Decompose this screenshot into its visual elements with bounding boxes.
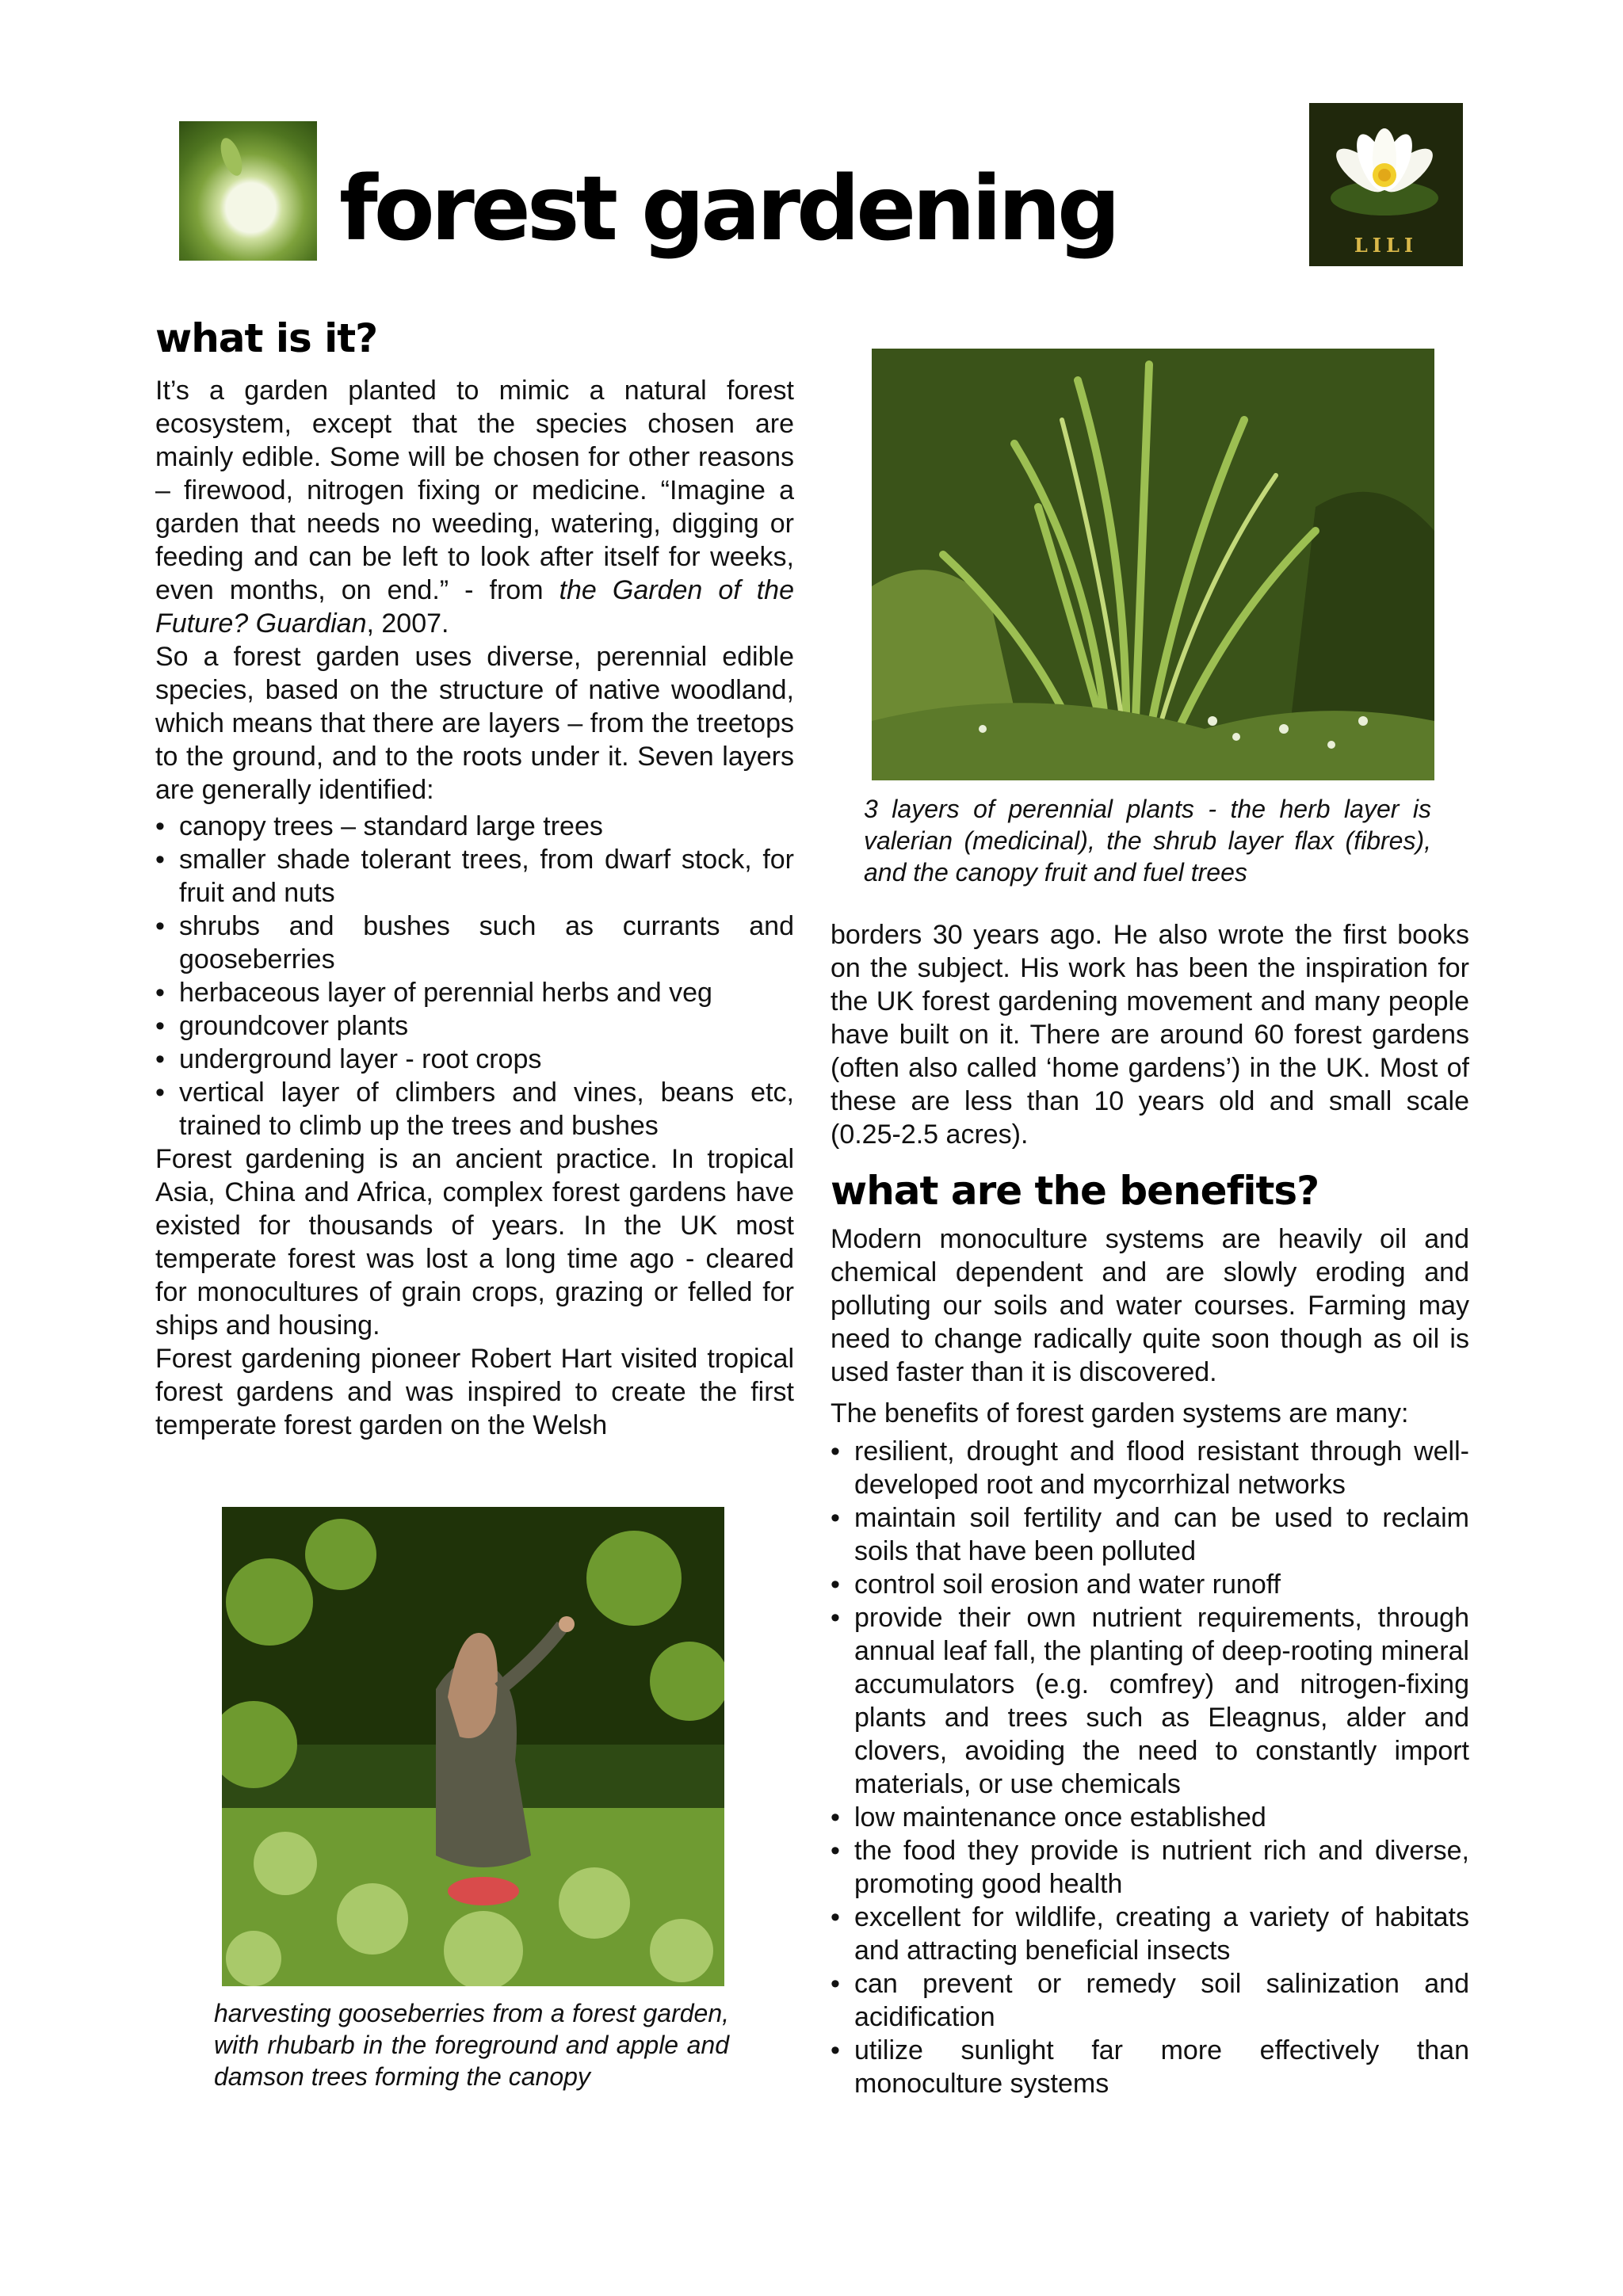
perennial-layers-caption: 3 layers of perennial plants - the herb layer is valerian (medicinal), the shrub layer flax (fibres), and the canopy fruit and fuel trees xyxy=(864,795,1431,887)
list-item: • control soil erosion and water runoff xyxy=(831,1568,1469,1601)
robert-hart-continued-paragraph: borders 30 years ago. He also wrote the first books on the subject. His work has been the inspiration for the UK forest gardening movement and many people have built on it. There are around 60 forest gardens (often also called ‘home gardens’) in the UK. Most of these are less than 10 years old and small scale (0.25-2.5 acres). xyxy=(831,920,1469,1150)
perennial-layers-photo xyxy=(872,349,1434,780)
layers-intro-paragraph: So a forest garden uses diverse, perennial edible species, based on the structure of native woodland, which means that there are layers – from the treetops to the ground, and to the roots under it. Seven layers are generally identified: xyxy=(155,642,794,805)
benefits-heading: what are the benefits? xyxy=(831,1168,1319,1214)
list-item: • underground layer - root crops xyxy=(155,1043,794,1076)
list-item: • maintain soil fertility and can be used to reclaim soils that have been polluted xyxy=(831,1501,1469,1568)
list-item: • herbaceous layer of perennial herbs and veg xyxy=(155,976,794,1009)
list-item: • canopy trees – standard large trees xyxy=(155,810,794,843)
list-item: • low maintenance once established xyxy=(831,1801,1469,1834)
list-item: • vertical layer of climbers and vines, beans etc, trained to climb up the trees and bushes xyxy=(155,1076,794,1142)
layers-list xyxy=(155,810,794,1142)
monoculture-paragraph: Modern monoculture systems are heavily oil and chemical dependent and are slowly eroding and polluting our soils and water courses. Farming may need to change radically quite soon though as oil is used faster than it is discovered. xyxy=(831,1224,1469,1387)
what-is-it-heading: what is it? xyxy=(155,315,378,361)
list-item: • can prevent or remedy soil salinization and acidification xyxy=(831,1967,1469,2034)
harvesting-photo xyxy=(222,1507,724,1986)
source-title: the Garden of the Future? Guardian xyxy=(155,575,794,639)
water-lily-logo xyxy=(1309,103,1463,266)
right-column-continued-text xyxy=(831,918,1469,1151)
list-item: • utilize sunlight far more effectively than monoculture systems xyxy=(831,2034,1469,2100)
benefits-intro: The benefits of forest garden systems are many: xyxy=(831,1398,1409,1428)
list-item: • excellent for wildlife, creating a variety of habitats and attracting beneficial insects xyxy=(831,1901,1469,1967)
harvesting-caption: harvesting gooseberries from a forest garden, with rhubarb in the foreground and apple and damson trees forming the canopy xyxy=(214,1999,729,2091)
benefits-column-text xyxy=(831,1222,1469,2100)
water-lily-icon xyxy=(1329,123,1440,218)
page-title: forest gardening xyxy=(339,158,1117,261)
list-item: • shrubs and bushes such as currants and gooseberries xyxy=(155,910,794,976)
history-paragraph: Forest gardening is an ancient practice. In tropical Asia, China and Africa, complex forest gardens have existed for thousands of years. In the UK most temperate forest was lost a long time ago - cleared for monocultures of grain crops, grazing or felled for ships and housing. xyxy=(155,1144,794,1341)
left-column-text xyxy=(155,374,794,1442)
list-item: • the food they provide is nutrient rich and diverse, promoting good health xyxy=(831,1834,1469,1901)
list-item: • smaller shade tolerant trees, from dwarf stock, for fruit and nuts xyxy=(155,843,794,910)
list-item: • groundcover plants xyxy=(155,1009,794,1043)
hazelnut-logo xyxy=(179,121,317,261)
robert-hart-paragraph: Forest gardening pioneer Robert Hart visited tropical forest gardens and was inspired to create the first temperate forest garden on the Welsh xyxy=(155,1344,794,1440)
list-item: • resilient, drought and flood resistant through well-developed root and mycorrhizal networks xyxy=(831,1435,1469,1501)
intro-paragraph: It’s a garden planted to mimic a natural forest ecosystem, except that the species chosen are mainly edible. Some will be chosen for other reasons – firewood, nitrogen fixing or medicine. “Imagine a garden that needs no weeding, watering, digging or feeding and can be left to look after itself for weeks, even months, on end.” - from the Garden of the Future? Guardian, 2007. xyxy=(155,376,794,639)
benefits-list xyxy=(831,1435,1469,2100)
list-item: • provide their own nutrient requirements, through annual leaf fall, the planting of deep-rooting mineral accumulators (e.g. comfrey) and nitrogen-fixing plants and trees such as Eleagnus, alder and clovers, avoiding the need to constantly import materials, or use chemicals xyxy=(831,1601,1469,1801)
logo-text: LILI xyxy=(1354,234,1419,257)
